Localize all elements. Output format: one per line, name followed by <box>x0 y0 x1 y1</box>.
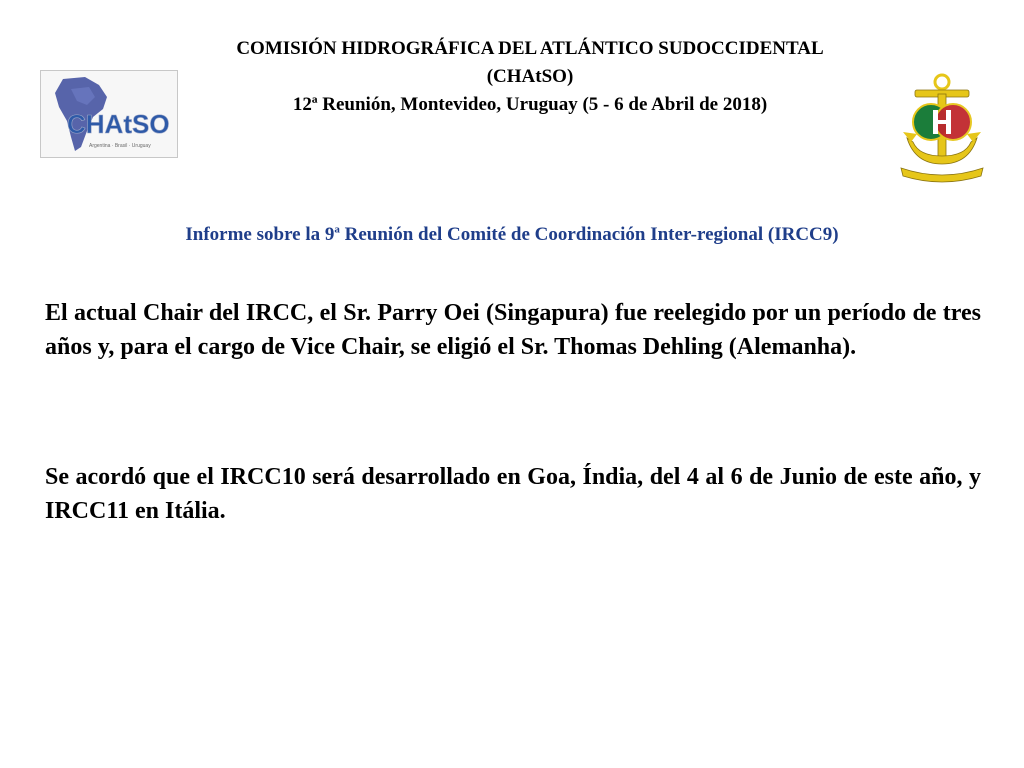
chatso-logo <box>40 70 178 158</box>
header-title: COMISIÓN HIDROGRÁFICA DEL ATLÁNTICO SUDOCCIDENTAL <box>236 38 824 59</box>
chatso-logo-text: CHAtSO <box>67 109 170 139</box>
header-meeting: 12ª Reunión, Montevideo, Uruguay (5 - 6 de Abril de 2018) <box>292 94 768 115</box>
report-subtitle <box>40 224 984 246</box>
subtitle-ordinal: a <box>334 223 340 236</box>
iho-emblem <box>895 72 989 184</box>
subtitle-text-before: Informe sobre la 9 <box>185 224 335 245</box>
chatso-logo-tagline: Argentina · Brasil · Uruguay <box>89 143 151 149</box>
document-header <box>130 35 930 119</box>
paragraph-next-meetings: Se acordó que el IRCC10 será desarrollado en Goa, Índia, del 4 al 6 de Junio de este año, y IRCC11 en Itália. <box>45 464 981 524</box>
iho-emblem-icon <box>895 72 989 184</box>
paragraph-chair-election: El actual Chair del IRCC, el Sr. Parry Oei (Singapura) fue reelegido por un período de tres años y, para el cargo de Vice Chair, se eligió el Sr. Thomas Dehling (Alemanha). <box>45 300 981 360</box>
subtitle-text-after: Reunión del Comité de Coordinación Inter-regional (IRCC9) <box>339 224 839 245</box>
header-acronym: (CHAtSO) <box>486 66 574 87</box>
